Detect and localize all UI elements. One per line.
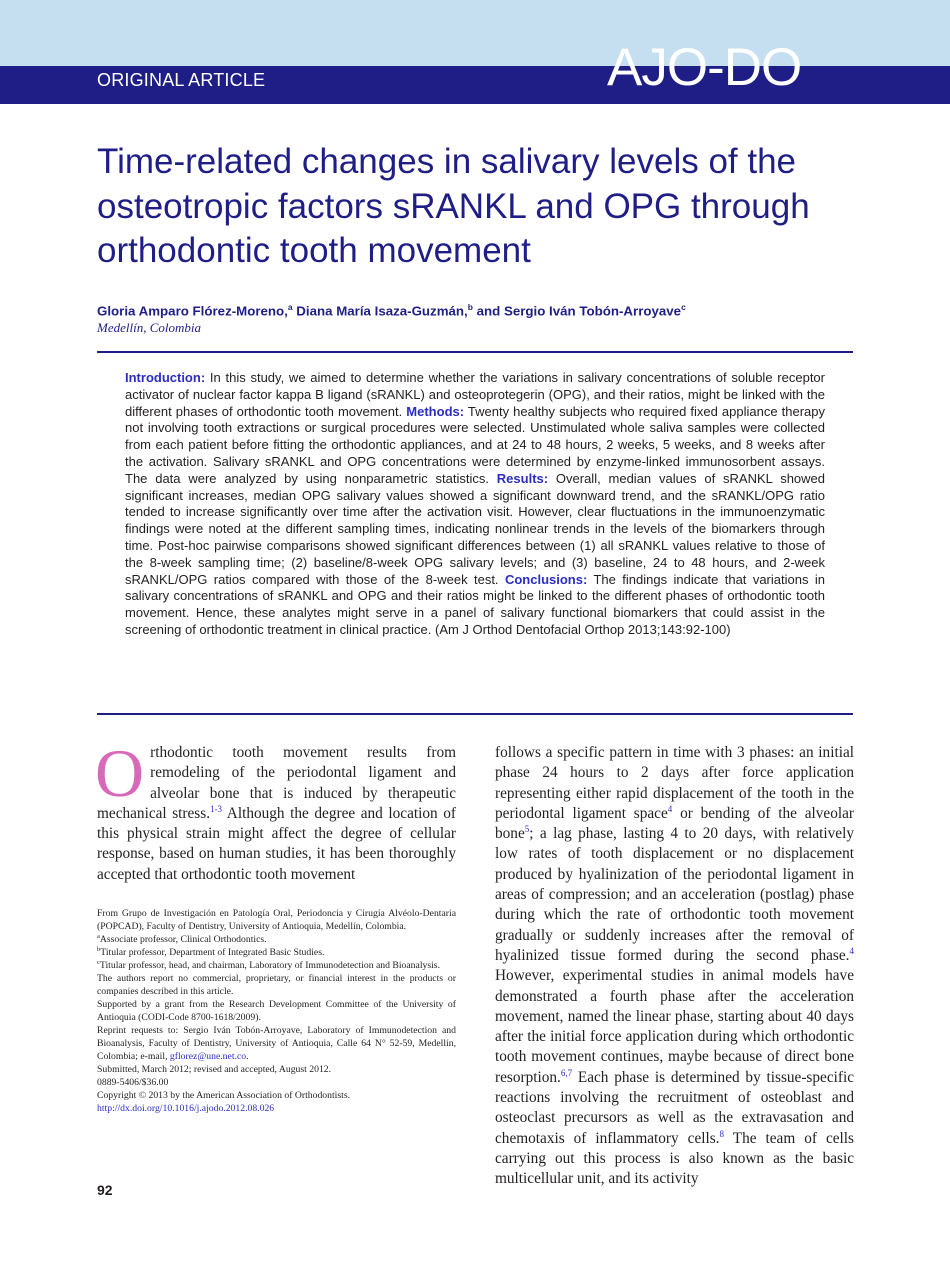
footnote-affiliation: From Grupo de Investigación en Patología Oral, Periodoncia y Cirugía Alvéolo-Dentaria (POPCAD), Faculty of Dentistry, University of Antioquia, Medellín, Colombia.: [97, 908, 456, 932]
article-title: Time-related changes in salivary levels of the osteotropic factors sRANKL and OPG through orthodontic tooth movement: [97, 142, 810, 270]
abstract-methods-text: Twenty healthy subjects who required fixed appliance therapy not involving tooth extractions or surgical procedures were selected. Unstimulated whole saliva samples were collected from each patient before fitting the orthodontic appliances, and at 24 to 48 hours, 2 weeks, 5 weeks, and 8 weeks after the activation. Salivary sRANKL and OPG concentrations were determined by enzyme-linked immunosorbent assays. The data were analyzed by using nonparametric statistics.: [125, 403, 825, 486]
footnote-reprint: [97, 1024, 456, 1063]
footnote-mark: b: [97, 945, 101, 953]
footnote-submitted: Submitted, March 2012; revised and accepted, August 2012.: [97, 1064, 332, 1075]
affiliation-mark: b: [467, 302, 473, 312]
footnote-mark: c: [97, 958, 100, 966]
footnote-copyright: Copyright © 2013 by the American Association of Orthodontists.: [97, 1090, 351, 1101]
citation-link[interactable]: 5: [524, 824, 530, 835]
paragraph-text: The team of cells carrying out this process is also known as the basic multicellular unit, and its activity: [495, 1129, 854, 1188]
footnote-text: Associate professor, Clinical Orthodontics.: [99, 934, 267, 945]
footnote-text: .: [246, 1051, 249, 1062]
abstract-results-text: Overall, median values of sRANKL showed significant increases, median OPG salivary values showed a significant downward trend, and the sRANKL/OPG ratio tended to increase significantly over time after the activation visit. However, clear fluctuations in the immunoenzymatic findings were noted at the different sampling times, indicating nonlinear trends in the levels of the biomarkers through time. Post-hoc pairwise comparisons showed significant differences between (1) all sRANKL values relative to those of the 8-week sampling time; (2) baseline/8-week OPG salivary levels; and (3) baseline, 24 to 48 hours, and 2-week sRANKL/OPG ratios compared with those of the 8-week test.: [125, 470, 825, 587]
paragraph-text: Although the degree and location of this physical strain might affect the degree of cellular response, based on human studies, it has been thoroughly accepted that orthodontic tooth movement: [97, 804, 456, 883]
email-link[interactable]: gflorez@une.net.co: [169, 1051, 247, 1062]
citation-link[interactable]: 4: [849, 945, 854, 956]
paragraph-text: rthodontic tooth movement results from remodeling of the periodontal ligament and alveolar bone that is induced by therapeutic mechanical stress.: [97, 744, 456, 822]
body-text-right-column: [495, 743, 854, 1190]
footnote-text: Titular professor, head, and chairman, Laboratory of Immunodetection and Bioanalysis.: [99, 960, 441, 971]
doi-link[interactable]: http://dx.doi.org/10.1016/j.ajodo.2012.08.026: [97, 1103, 275, 1114]
abstract: [125, 370, 825, 639]
abstract-results-heading: Results:: [496, 470, 549, 486]
citation-link[interactable]: 1-3: [210, 803, 223, 814]
abstract-methods-heading: Methods:: [406, 403, 465, 419]
paragraph-text: or bending of the alveolar bone: [495, 804, 854, 843]
footnote-mark: a: [97, 932, 100, 940]
paragraph-text: follows a specific pattern in time with 3 phases: an initial phase 24 hours to 2 days after force application representing either rapid displacement of the tooth in the periodontal ligament space: [495, 744, 854, 822]
footnote-disclosure: The authors report no commercial, proprietary, or financial interest in the products or companies described in this article.: [97, 973, 456, 997]
page-number: 92: [97, 1182, 113, 1198]
abstract-conclusions-heading: Conclusions:: [504, 571, 588, 587]
footnote-c: [97, 959, 456, 972]
footnote-issn: 0889-5406/$36.00: [97, 1077, 169, 1088]
abstract-top-divider: [97, 351, 853, 353]
citation-link[interactable]: 4: [667, 803, 673, 814]
author-location: Medellín, Colombia: [97, 320, 201, 335]
abstract-bottom-divider: [97, 713, 853, 715]
drop-cap: O: [95, 735, 145, 811]
footnote-a: [97, 933, 456, 946]
citation-link[interactable]: 8: [719, 1128, 725, 1139]
footnote-text: Titular professor, Department of Integrated Basic Studies.: [100, 947, 325, 958]
abstract-introduction-heading: Introduction:: [125, 370, 206, 385]
author-name: Diana María Isaza-Guzmán,: [296, 303, 468, 319]
author-name: Gloria Amparo Flórez-Moreno,: [97, 303, 288, 319]
footnote-b: [97, 946, 456, 959]
citation-link[interactable]: 6,7: [560, 1067, 573, 1078]
footnote-grant: Supported by a grant from the Research Development Committee of the University of Antioquia (CODI-Code 8700-1618/2009).: [97, 999, 456, 1023]
footnotes: [97, 907, 456, 1115]
paragraph-text: However, experimental studies in animal models have demonstrated a fourth phase after the acceleration movement, named the linear phase, starting about 40 days after the initial force application during which orthodontic tooth movement continues, maybe because of direct bone resorption.: [495, 967, 854, 1086]
affiliation-mark: c: [681, 302, 686, 312]
body-text-left-column: [95, 735, 456, 885]
abstract-conclusions-text: The findings indicate that variations in salivary concentrations of sRANKL and OPG and their ratios might be linked to the different phases of orthodontic tooth movement. Hence, these analytes might serve in a panel of salivary functional biomarkers that could assist in the screening of orthodontic treatment in clinical practice. (Am J Orthod Dentofacial Orthop 2013;143:92-100): [125, 571, 825, 637]
top-color-band: [0, 0, 950, 66]
paragraph-text: ; a lag phase, lasting 4 to 20 days, with relatively low rates of tooth displacement or no displacement produced by hyalinization of the periodontal ligament in areas of compression; and an acceleration (postlag) phase during which the rate of orthodontic tooth movement gradually or suddenly increases after the removal of hyalinized tissue formed during the second phase.: [495, 825, 854, 964]
footnote-text: Reprint requests to: Sergio Iván Tobón-Arroyave, Laboratory of Immunodetection and Bioanalysis, Faculty of Dentistry, University of Antioquia, Calle 64 N° 52-59, Medellín, Colombia; e-mail,: [97, 1025, 456, 1062]
abstract-introduction-text: In this study, we aimed to determine whether the variations in salivary concentrations of soluble receptor activator of nuclear factor kappa B ligand (sRANKL) and osteoprotegerin (OPG), and their ratios, might be linked with the different phases of orthodontic tooth movement.: [125, 370, 825, 419]
section-label: ORIGINAL ARTICLE: [97, 70, 266, 90]
journal-logo: AJO-DO: [607, 38, 802, 97]
affiliation-mark: a: [287, 302, 293, 312]
paragraph-text: Each phase is determined by tissue-specific reactions involving the recruitment of osteoblast and osteoclast precursors as well as the extravasation and chemotaxis of inflammatory cells.: [495, 1068, 854, 1147]
author-list: [97, 302, 857, 318]
author-name: and Sergio Iván Tobón-Arroyave: [476, 303, 682, 319]
